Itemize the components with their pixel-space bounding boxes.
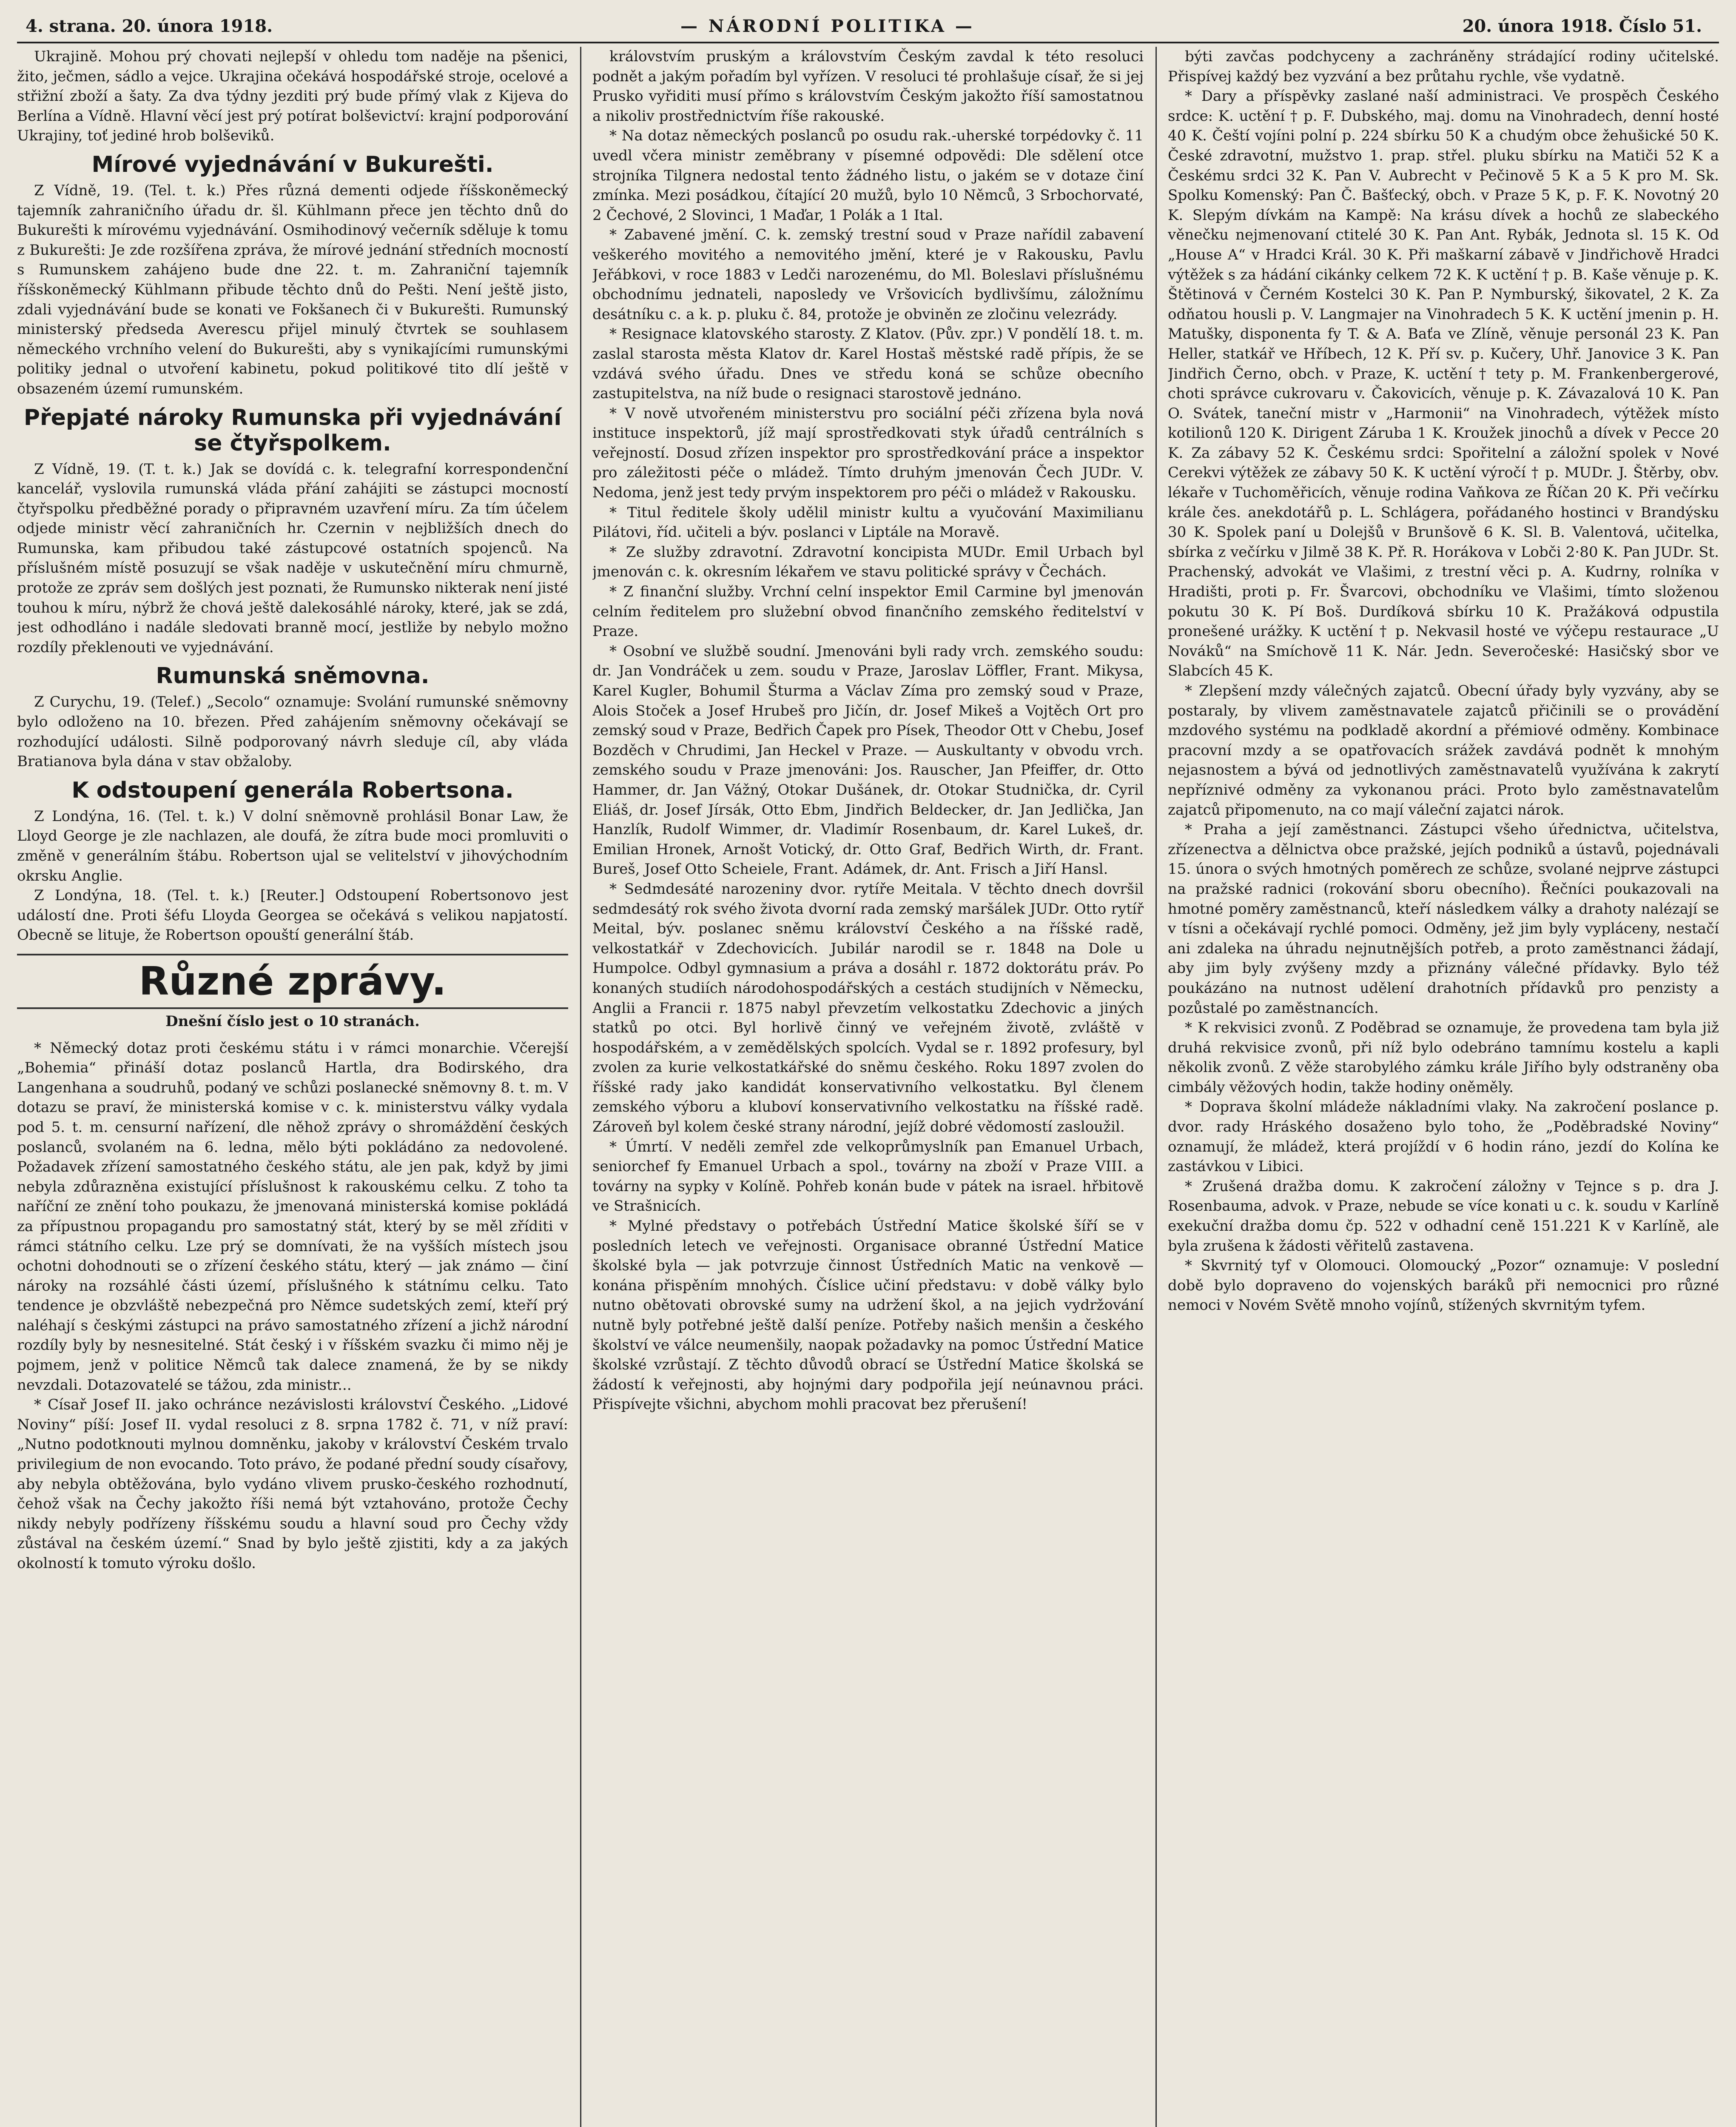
article-josef-ii-continuation: královstvím pruským a královstvím Českým zavdal k této resoluci podnět a jakým pořadím byl vyřízen. V resoluci té prohlašuje císař, že si jej Prusko vyřiditi musí přímo s královstvím Českým jakožto říší samostatnou a nikoliv prostřednictvím říše rakouské.	[592, 48, 1144, 125]
column-2	[592, 47, 1144, 2127]
article-drazba: * Zrušená dražba domu. K zakročení záložny v Tejnce s p. dra J. Rosenbauma, advok. v Praze, nebude se více konati u c. k. soudu v Karlíně exekuční dražba domu čp. 522 v odhadní ceně 151.221 K v Karlíně, ale byla zrušena k žádosti věřitelů zastavena.	[1168, 1178, 1719, 1255]
article-meital: * Sedmdesáté narozeniny dvor. rytíře Meitala. V těchto dnech dovršil sedmdesátý rok svého života dvorní rada zemský maršálek JUDr. Otto rytíř Meital, býv. poslanec sněmu království Českého a na říšské radě, velkostatkář v Zdechovicích. Jubilár narodil se r. 1848 na Dole u Humpolce. Odbyl gymnasium a práva a dosáhl r. 1872 doktorátu práv. Po konaných studiích národohospodářských a cestách studijních v Německu, Anglii a Francii r. 1875 nabyl převzetím velkostatku Zdechovic a jiných statků po otci. Byl horlivě činný ve veřejném životě, zvláště v hospodářském, a v zemědělských spolcích. Vydal se r. 1892 profesury, byl zvolen za kurie velkostatkářské do sněmu českého. Roku 1897 zvolen do říšské rady jako kandidát konservativního velkostatku. Byl členem zemského výboru a kluboví konservativního velkostatku na říšské radě. Zároveň byl kolem české strany národní, jejíž dobré vědomostí zasloužil.	[592, 880, 1144, 1136]
article-financni-sluzba: * Z finanční služby. Vrchní celní inspektor Emil Carmine byl jmenován celním ředitelem pro služební obvod finančního zemského ředitelství v Praze.	[592, 583, 1144, 640]
column-divider-2	[1155, 47, 1157, 2127]
column-divider-1	[580, 47, 581, 2127]
article-olomouc: * Skvrnitý tyf v Olomouci. Olomoucký „Pozor“ oznamuje: V poslední době bylo dopraveno do vojenských baráků při nemocnici pro různé nemoci v Novém Světě mnoho vojínů, stížených skvrnitým tyfem.	[1168, 1257, 1719, 1314]
article-rumunska-snemovna: Z Curychu, 19. (Telef.) „Secolo“ oznamuje: Svolání rumunské sněmovny bylo odloženo na 10. březen. Před zahájením sněmovny očekávají se rozhodující události. Silně podporovaný návrh sleduje cíl, aby vláda Bratianova byla dána v stav obžaloby.	[17, 693, 568, 770]
article-umrti: * Úmrtí. V neděli zemřel zde velkoprůmyslník pan Emanuel Urbach, seniorchef fy Emanuel Urbach a spol., továrny na zboží v Praze VIII. a továrny na sypky v Kolíně. Pohřeb konán bude v pátek na israel. hřbitově ve Strašnicích.	[592, 1138, 1144, 1215]
article-bukurest: Z Vídně, 19. (Tel. t. k.) Přes různá dementi odjede říšskoněmecký tajemník zahraničního úřadu dr. šl. Kühlmann přece jen těchto dnů do Bukurešti k mírovému vyjednávání. Osmihodinový večerník sděluje k tomu z Bukurešti: Je zde rozšířena zpráva, že mírové jednání středních mocností s Rumunskem zahájeno bude dne 22. t. m. Zahraniční tajemník říšskoněmecký Kühlmann přibude těchto dnů do Pešti. Není ještě jisto, zdali vyjednávání bude se konati ve Fokšanech či v Bukurešti. Rumunský ministerský předseda Averescu přijel minulý čtvrtek se souhlasem německého vrchního velení do Bukurešti, aby s vynikajícími rumunskými politiky jednal o utvoření kabinetu, pokud politikové tito dlí ještě v obsazeném území rumunském.	[17, 182, 568, 397]
article-robertson-2: Z Londýna, 18. (Tel. t. k.) [Reuter.] Odstoupení Robertsonovo jest událostí dne. Proti šéfu Lloyda Georgea se očekává s velikou napjatostí. Obecně se lituje, že Robertson opouští generální štáb.	[17, 887, 568, 944]
column-1	[17, 47, 568, 2127]
headline-bukurest: Mírové vyjednávání v Bukurešti.	[91, 151, 494, 177]
article-praha-zamestnanci: * Praha a její zaměstnanci. Zástupci všeho úřednictva, učitelstva, zřízenectva a dělnictva obce pražské, jejích podniků a ústavů, pojednávali 15. února o svých hmotných poměrech ze schůze, svolané nejprve zástupci na pražské radnici (rokování sboru obecního). Řečníci poukazovali na hmotné poměry zaměstnanců, kteří následkem války a drahoty nalézají se v tísni a očekávají rychlé pomoci. Odměny, jež jim byly vypláceny, nestačí ani zdaleka na úhradu nejnutnějších potřeb, a proto zaměstnanci žádají, aby jim byly zvýšeny mzdy a přiznány válečné přídavky. Bylo též poukázáno na nutnost udělení drahotních přídavků pro penzisty a pozůstalé po zaměstnancích.	[1168, 821, 1719, 1017]
headline-rumunska-snemovna: Rumunská sněmovna.	[156, 663, 430, 689]
article-zajatci: * Zlepšení mzdy válečných zajatců. Obecní úřady byly vyzvány, aby se postaraly, by vlivem zaměstnavatele zajatců přičinili se o provádění mzdového systému na podkladě akordní a přémiové odměny. Kombinace pracovní mzdy a se opatřovacích srážek zavdává podnět k mnohým nejasnostem a bývá od jednotlivých zaměstnavatelů využívána k zakrytí nepříznivé odměny za vykonanou práci. Proto bylo zaměstnavatelům zajatců připomenuto, na co mají váleční zajatci nárok.	[1168, 682, 1719, 818]
page-header	[9, 12, 1727, 42]
article-skolni-mladez: * Doprava školní mládeže nákladními vlaky. Na zakročení poslance p. dvor. rady Hráského dosaženo bylo toho, že „Poděbradské Noviny“ oznamují, že mládež, která projíždí v 6 hodin ráno, jezdí do Kolína ke zastávkou v Libici.	[1168, 1098, 1719, 1175]
article-klatovy: * Resignace klatovského starosty. Z Klatov. (Pův. zpr.) V pondělí 18. t. m. zaslal starosta města Klatov dr. Karel Hostaš městské radě přípis, že se vzdává svého úřadu. Dnes ve středu koná se schůze obecního zastupitelstva, na níž bude o resignaci starostově jednáno.	[592, 325, 1144, 402]
article-dary: * Dary a příspěvky zaslané naší administraci. Ve prospěch Českého srdce: K. uctění † p. F. Dubského, maj. domu na Vinohradech, denní hosté 40 K. Čeští vojíni polní p. 224 sbírku 50 K a chudým obce žehušické 50 K. České zdravotní, mužstvo 1. prap. střel. pluku sbírku na Matiči 52 K a Českému srdci 32 K. Pan V. Aubrecht v Pečinově 5 K a 5 K pro M. Sk. Spolku Komenský: Pan Č. Bašťecký, obch. v Praze 5 K, p. F. K. Novotný 20 K. Slepým dívkám na Kampě: Na krásu dívek a hochů ze slabeckého věnečku nejmenovaní ctitelé 30 K. Pan Ant. Rybák, Jednota sl. 15 K. Od „House A“ v Hradci Král. 30 K. Při maškarní zábavě v Jindřichově Hradci výtěžek s za hádání cikánky celkem 72 K. K uctění † p. B. Kaše věnuje p. K. Štětinová v Černém Kostelci 30 K. Pan P. Nymburský, šikovatel, 2 K. Za odňatou housli p. V. Langmajer na Vinohradech 5 K. K uctění jmenin p. H. Matušky, disponenta fy T. & A. Baťa ve Zlíně, věnuje personál 23 K. Pan Heller, statkář ve Hříbech, 12 K. Pří sv. p. Kučery, Uhř. Janovice 3 K. Pan Jindřich Černo, obch. v Praze, K. uctění † tety p. M. Frankenbergerové, choti správce cukrovaru v. Čakovicích, věnuje p. K. Závazalová 10 K. Pan O. Svátek, taneční mistr v „Harmonii“ na Vinohradech, výtěžek místo kotilionů 120 K. Dirigent Záruba 1 K. Kroužek jinochů a dívek v Pecce 20 K. Za zábavy 52 K. Českému srdci: Spořitelní a záložní spolek v Nové Cerekvi výtěžek ze zábavy 50 K. K uctění výročí † p. MUDr. J. Štěrby, obv. lékaře v Tuchoměřicích, věnuje rodina Vaňkova ze Říčan 20 K. Při večírku krále čes. anekdotářů p. L. Schlágera, pořádaného hostinci v Brandýsku 30 K. Spolek paní u Dolejšů v Brunšově 6 K. Sl. B. Valentová, učitelka, sbírka z večírku v Jilmě 38 K. Př. R. Horákova v Lobči 2·80 K. Pan JUDr. St. Prachenský, advokát ve Vlašimi, z trestní věci p. A. Kudrny, rolníka v Hradišti, proti p. Fr. Švarcovi, obchodníku ve Vlašimi, tímto složenou pokutu 30 K. Pí Boš. Durdíková sbírku 10 K. Pražáková odpustila pronešené urážky. K uctění † p. Nekvasil hosté ve výčepu restaurace „U Nováků“ na Smíchově 11 K. Nár. Jedn. Severočeské: Hasičský sbor ve Slabcích 45 K.	[1168, 88, 1719, 680]
article-zdravotni-sluzba: * Ze služby zdravotní. Zdravotní koncipista MUDr. Emil Urbach byl jmenován c. k. okresním lékařem ve stavu politické správy v Čechách.	[592, 543, 1144, 581]
article-rekvisice-zvonu: * K rekvisici zvonů. Z Poděbrad se oznamuje, že provedena tam byla již druhá rekvisice zvonů, při níž bylo odebráno tamnímu kostelu a kapli několik zvonů. Z věže starobylého zámku krále Jiřího byly odstraněny oba cimbály věžových hodin, takže hodiny oněměly.	[1168, 1019, 1719, 1096]
headline-naroky-rumunska: Přepjaté nároky Rumunska při vyjednávání se čtyřspolkem.	[23, 405, 562, 456]
header-issue: 20. února 1918. Číslo 51.	[1462, 16, 1702, 36]
article-nemecky-dotaz: * Německý dotaz proti českému státu i v rámci monarchie. Včerejší „Bohemia“ přináší dotaz poslanců Hartla, dra Bodirského, dra Langenhana a soudruhů, podaný ve schůzi poslanecké sněmovny 8. t. m. V dotazu se praví, že ministerská komise v c. k. ministerstvu války vydala pod 5. t. m. censurní nařízení, dle něhož zprávy o shromáždění českých poslanců, svolaném na 6. ledna, mělo býti pokládáno za nedovolené. Požadavek zřízení samostatného českého státu, ale jen pak, když by jimi nebyla zdůrazněna existující příslušnost k rakouskému celku. Z toho ta naříční ze znění toho poukazu, že jmenovaná ministerská komise pokládá za přípustnou propagandu pro samostatný stát, který by se měl zříditi v rámci státního celku. Lze prý se domnívati, že na vyšších místech jsou ochotni dohodnouti se o zřízení českého státu, který — jak známo — činí nároky na rozsáhlé části území, příslušného k státnímu celku. Tato tendence je obzvláště nebezpečná pro Němce sudetských zemí, kteří prý naléhají s českými zástupci na právo samostatného zřízení a jichž národní rozdíly byly by nesnesitelné. Stát český i v říšském svazku či mimo něj je pojmem, jenž v politice Němců tak dalece znamená, že by se nikdy nevzdali. Dotazovatelé se tážou, zda ministr...	[17, 1039, 568, 1394]
section-title-ruzne-zpravy: Různé zprávy.	[17, 954, 568, 1009]
header-rule	[17, 42, 1719, 43]
page-count-note: Dnešní číslo jest o 10 stranách.	[165, 1012, 420, 1030]
article-matice-continuation: býti zavčas podchyceny a zachráněny strádající rodiny učitelské. Přispívej každý bez vyzvání a bez průtahu rychle, vše vydatně.	[1168, 48, 1719, 85]
article-ukrajina-continuation: Ukrajině. Mohou prý chovati nejlepší v ohledu tom naděje na pšenici, žito, ječmen, sádlo a vejce. Ukrajina očekává hospodářské stroje, ocelové a střižní zboží a šaty. Za dva týdny jezditi prý bude přímý vlak z Kijeva do Berlína a Vídně. Hlavní věcí jest prý potírat bolševictví: krajní podporování Ukrajiny, toť jediné hrob bolševiků.	[17, 48, 568, 145]
article-torpedovka: * Na dotaz německých poslanců po osudu rak.-uherské torpédovky č. 11 uvedl včera ministr zeměbrany v písemné odpovědi: Dle sdělení otce strojníka Tilgnera nedostal tento žádného listu, o jakém se v dotaze činí zmínka. Mezi posádkou, čítající 20 mužů, bylo 10 Němců, 3 Srbochorvaté, 2 Čechové, 2 Slovinci, 1 Maďar, 1 Polák a 1 Ital.	[592, 127, 1144, 224]
article-zabavene-jmeni: * Zabavené jmění. C. k. zemský trestní soud v Praze nařídil zabavení veškerého movitého a nemovitého jmění, které je v Rakousku, Pavlu Jeřábkovi, v roce 1883 v Ledči narozenému, do Ml. Boleslavi příslušnému obchodnímu jednateli, naposledy ve Vršovicích bydlivšímu, záložnímu desátníku c. a k. p. pluku č. 84, protože je obviněn ze zločinu velezrády.	[592, 226, 1144, 323]
article-socialni-pece: * V nově utvořeném ministerstvu pro sociální péči zřízena byla nová instituce inspektorů, jíž mají sprostředkovati styk úřadů centrálních s veřejností. Dosud zřízen inspektor pro sprostředkování práce a inspektor pro záležitosti péče o mládež. Tímto druhým jmenován Čech JUDr. V. Nedoma, jenž jest tedy prvým inspektorem pro péči o mládež v Rakousku.	[592, 405, 1144, 502]
article-ustredni-matice: * Mylné představy o potřebách Ústřední Matice školské šíří se v posledních letech ve veřejnosti. Organisace obranné Ústřední Matice školské byla — jak potvrzuje činnost Ústředních Matic na venkově — konána přispěním mnohých. Číslice učiní představu: v době války bylo nutno obětovati obrovské sumy na udržení škol, a na jejich vydržování nutně byly potřebné ještě další peníze. Potřeby našich menšin a českého školství ve válce neumenšily, naopak požadavky na pomoc Ústřední Matice školské vzrůstají. Z těchto důvodů obrací se Ústřední Matice školská se žádostí k veřejnosti, aby hojnými dary podpořila její neúnavnou práci. Přispívejte všichni, abychom mohli pracovat bez přerušení!	[592, 1217, 1144, 1413]
article-soudni-sluzba: * Osobní ve službě soudní. Jmenováni byli rady vrch. zemského soudu: dr. Jan Vondráček u zem. soudu v Praze, Jaroslav Löffler, Frant. Mikysa, Karel Kugler, Bohumil Šturma a Václav Zíma pro zemský soud v Praze, Alois Stoček a Josef Hrubeš pro Jičín, dr. Josef Mikeš a Vojtěch Ort pro zemský soud v Praze, Bedřich Čapek pro Písek, Theodor Ott v Chebu, Josef Bozděch v Chrudimi, Jan Heckel v Praze. — Auskultanty v obvodu vrch. zemského soudu v Praze jmenováni: Jos. Rauscher, Jan Pfeiffer, dr. Otto Hammer, dr. Jan Vážný, Otokar Dušánek, dr. Otokar Studnička, dr. Cyril Eliáš, dr. Josef Jírsák, Otto Ebm, Jindřich Beldecker, dr. Jan Jedlička, Jan Hanzlík, Rudolf Wimmer, dr. Vladimír Rosenbaum, dr. Karel Lukeš, dr. Emilian Hronek, Arnošt Votický, dr. Otto Graf, Bedřich Wirth, dr. Frant. Bureš, Josef Otto Scheiele, Frant. Adámek, dr. Ant. Frisch a Jiří Hansl.	[592, 642, 1144, 878]
headline-robertson: K odstoupení generála Robertsona.	[71, 777, 514, 803]
article-naroky-rumunska: Z Vídně, 19. (T. t. k.) Jak se dovídá c. k. telegrafní korrespondenční kancelář, vyslovila rumunská vláda přání zahájiti se zástupci mocností čtyřspolku předběžné porady o připravném uzavření míru. Za tím účelem odjede ministr věcí zahraničních hr. Czernin v nejbližších dnech do Rumunska, kam přibudou také zástupcové ostatních spojenců. Na příslušném místě posuzují se však naděje v uskutečnění míru chmurně, protože ze zpráv sem došlých jest poznati, že Rumunsko nikterak není jisté touhou k míru, nýbrž že chová ještě dalekosáhlé nároky, které, jak se zdá, jest odhodláno i nadále sledovati branně mocí, jestliže by nebylo možno rozdíly překlenouti ve vyjednávání.	[17, 460, 568, 656]
article-titul-reditele: * Titul ředitele školy udělil ministr kultu a vyučování Maximilianu Pilátovi, říd. učiteli a býv. poslanci v Liptále na Moravě.	[592, 504, 1144, 541]
column-3	[1168, 47, 1719, 2127]
header-masthead: — NÁRODNÍ POLITIKA —	[680, 16, 975, 36]
article-josef-ii: * Císař Josef II. jako ochránce nezávislosti království Českého. „Lidové Noviny“ píší: Josef II. vydal resoluci z 8. srpna 1782 č. 71, v níž praví: „Nutno podotknouti mylnou domněnku, jakoby v království Českém trvalo privilegium de non evocando. Toto právo, že podané přední soudy císařovy, aby nebyla obtěžována, bylo vydáno vlivem prusko-českého rozhodnutí, čehož však na Čechy jakožto říši nemá být vztahováno, protože Čechy nikdy nebyly podřízeny říšskému soudu a hlavní soud pro Čechy vždy zůstával na českém území.“ Snad by bylo ještě zjistiti, kdy a za jakých okolností k tomuto výroku došlo.	[17, 1396, 568, 1572]
header-page-date: 4. strana. 20. února 1918.	[26, 16, 273, 36]
article-robertson-1: Z Londýna, 16. (Tel. t. k.) V dolní sněmovně prohlásil Bonar Law, že Lloyd George je zle nachlazen, ale doufá, že zítra bude moci promluviti o změně v generálním štábu. Robertson ujal se velitelství v jihovýchodním okrsku Anglie.	[17, 807, 568, 884]
